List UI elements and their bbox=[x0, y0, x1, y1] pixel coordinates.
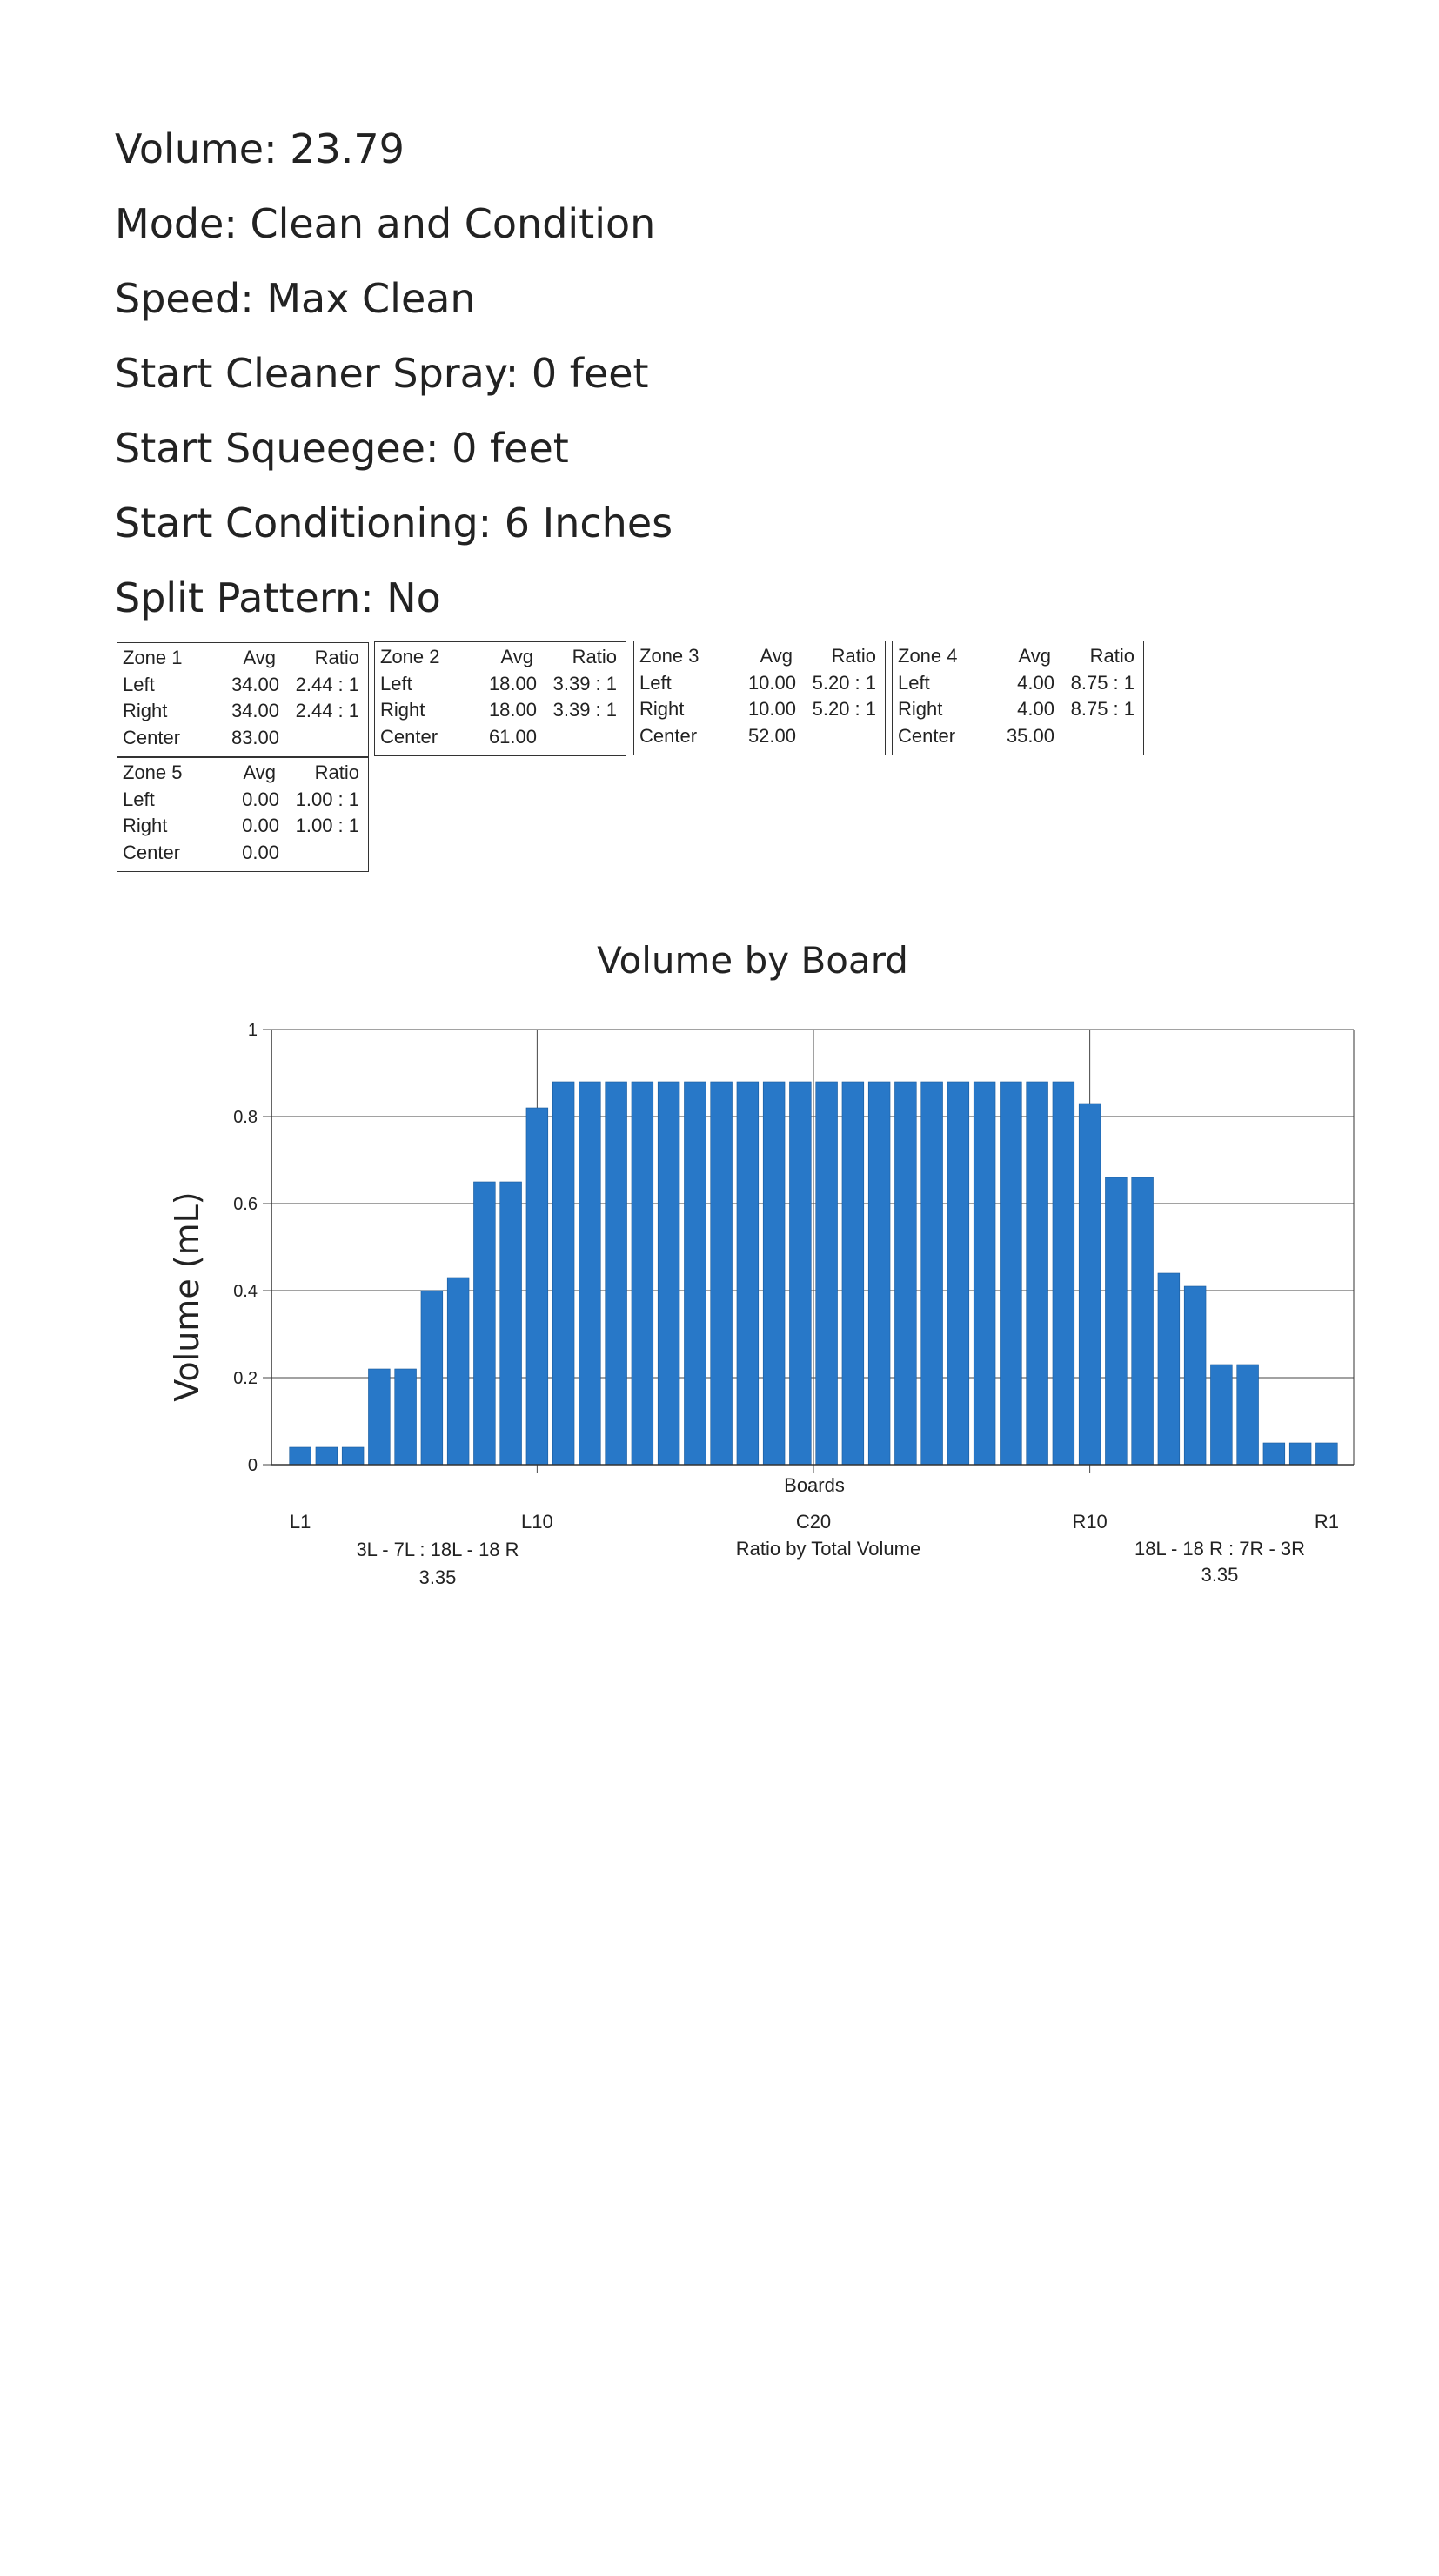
left-ratio-value: 3.35 bbox=[418, 1566, 457, 1588]
zone-cell: Left bbox=[639, 671, 672, 694]
right-ratio-label: 18L - 18 R : 7R - 3R bbox=[1134, 1538, 1306, 1560]
bar-R5 bbox=[1210, 1365, 1232, 1465]
zone-cell: 10.00 bbox=[747, 671, 796, 694]
bar-L16 bbox=[684, 1082, 706, 1465]
zone-row-right bbox=[123, 698, 366, 724]
bar-R2 bbox=[1289, 1443, 1311, 1465]
zone-row-right bbox=[898, 696, 1141, 722]
zone-cell: Right bbox=[123, 815, 168, 836]
bar-L13 bbox=[606, 1082, 627, 1465]
y-tick-label: 0.2 bbox=[233, 1369, 258, 1388]
start-conditioning-text: Start Conditioning: 6 Inches bbox=[115, 500, 673, 547]
bar-R15 bbox=[947, 1082, 969, 1465]
zone-cell: 18.00 bbox=[488, 699, 537, 721]
volume-text: Volume: 23.79 bbox=[115, 125, 405, 172]
zone-cell: 61.00 bbox=[488, 725, 537, 748]
bar-L20 bbox=[789, 1082, 811, 1465]
zone-cell: 8.75 : 1 bbox=[1070, 698, 1134, 720]
y-tick-label: 0.8 bbox=[233, 1108, 258, 1127]
zone-row-header bbox=[123, 760, 366, 786]
zone-cell: Center bbox=[639, 724, 698, 747]
zone-cell: 52.00 bbox=[747, 724, 796, 747]
x-tick-label-C20: C20 bbox=[795, 1511, 832, 1533]
bar-R8 bbox=[1132, 1177, 1154, 1465]
mode-text: Mode: Clean and Condition bbox=[115, 200, 656, 247]
zone-row-left bbox=[123, 672, 366, 698]
y-tick-label: 0.4 bbox=[233, 1282, 258, 1301]
bar-R6 bbox=[1184, 1286, 1206, 1465]
zone-cell: Right bbox=[639, 698, 685, 720]
y-tick-label: 0 bbox=[247, 1456, 258, 1475]
bar-R13 bbox=[1000, 1082, 1021, 1465]
bar-L8 bbox=[473, 1182, 495, 1465]
zone-cell: Center bbox=[380, 725, 438, 748]
x-tick-label-L10: L10 bbox=[521, 1511, 553, 1533]
bar-R12 bbox=[1027, 1082, 1048, 1465]
zone-cell: 0.00 bbox=[242, 841, 279, 863]
x-tick-label-R10: R10 bbox=[1072, 1511, 1108, 1533]
zone-cell: 1.00 : 1 bbox=[295, 788, 359, 810]
bar-R9 bbox=[1105, 1177, 1127, 1465]
zone-row-center bbox=[123, 725, 366, 751]
y-tick-label: 1 bbox=[247, 1021, 258, 1040]
zone-cell: Ratio bbox=[1089, 645, 1134, 667]
zone-cell: Avg bbox=[243, 761, 276, 783]
zone-cell: 3.39 : 1 bbox=[552, 699, 617, 721]
x-tick-label-R1: R1 bbox=[1314, 1511, 1339, 1533]
zone-cell: Ratio bbox=[314, 761, 359, 783]
x-tick-label-L1: L1 bbox=[289, 1511, 311, 1533]
zone-cell: Zone 5 bbox=[123, 761, 183, 783]
summary-block bbox=[115, 111, 673, 635]
zone-row-right bbox=[639, 696, 883, 722]
zone-table-4 bbox=[892, 641, 1144, 755]
bar-L19 bbox=[763, 1082, 785, 1465]
zone-row-left bbox=[639, 670, 883, 696]
bar-L15 bbox=[658, 1082, 679, 1465]
bar-R14 bbox=[974, 1082, 995, 1465]
zone-cell: Center bbox=[123, 841, 181, 863]
zone-cell: 4.00 bbox=[1017, 671, 1054, 694]
zone-cell: Zone 4 bbox=[898, 645, 958, 667]
bar-R16 bbox=[921, 1082, 943, 1465]
zone-cell: Center bbox=[898, 724, 956, 747]
y-tick-label: 0.6 bbox=[233, 1195, 258, 1214]
bar-R3 bbox=[1263, 1443, 1285, 1465]
zone-cell: 0.00 bbox=[242, 788, 279, 810]
bar-L14 bbox=[632, 1082, 653, 1465]
zone-cell: Ratio bbox=[314, 647, 359, 668]
zone-row-right bbox=[123, 813, 366, 839]
zone-cell: Left bbox=[123, 788, 155, 810]
left-ratio-label: 3L - 7L : 18L - 18 R bbox=[356, 1539, 519, 1560]
zone-row-center bbox=[123, 840, 366, 866]
zone-cell: Ratio bbox=[572, 646, 617, 667]
bar-R4 bbox=[1237, 1365, 1259, 1465]
bar-R1 bbox=[1315, 1443, 1337, 1465]
chart-title: Volume by Board bbox=[597, 939, 908, 982]
zone-cell: 35.00 bbox=[1006, 724, 1054, 747]
zone-cell: 10.00 bbox=[747, 698, 796, 720]
start-cleaner-spray-text: Start Cleaner Spray: 0 feet bbox=[115, 350, 649, 397]
zone-row-header bbox=[639, 643, 883, 669]
zone-cell: Right bbox=[123, 700, 168, 721]
bar-R18 bbox=[868, 1082, 890, 1465]
zone-table-2 bbox=[374, 641, 626, 756]
right-ratio-value: 3.35 bbox=[1201, 1564, 1239, 1586]
bar-L17 bbox=[711, 1082, 733, 1465]
bar-R10 bbox=[1079, 1104, 1101, 1465]
zone-cell: 2.44 : 1 bbox=[295, 700, 359, 721]
zone-cell: Avg bbox=[760, 645, 793, 667]
bar-L1 bbox=[290, 1447, 311, 1465]
bar-L11 bbox=[552, 1082, 574, 1465]
zone-cell: Avg bbox=[500, 646, 533, 667]
bar-R17 bbox=[894, 1082, 916, 1465]
bar-L5 bbox=[395, 1369, 417, 1465]
zone-cell: Avg bbox=[243, 647, 276, 668]
zone-cell: Right bbox=[380, 699, 425, 721]
bar-L12 bbox=[579, 1082, 600, 1465]
zone-cell: Left bbox=[898, 671, 930, 694]
zone-cell: 34.00 bbox=[231, 700, 279, 721]
speed-text: Speed: Max Clean bbox=[115, 275, 476, 322]
zone-cell: 0.00 bbox=[242, 815, 279, 836]
zone-row-left bbox=[380, 671, 624, 697]
bar-L6 bbox=[421, 1291, 443, 1465]
center-ratio-label: Ratio by Total Volume bbox=[735, 1538, 921, 1560]
zone-cell: 5.20 : 1 bbox=[812, 671, 876, 694]
zone-row-right bbox=[380, 697, 624, 723]
zone-row-left bbox=[898, 670, 1141, 696]
zone-cell: 5.20 : 1 bbox=[812, 698, 876, 720]
zone-row-center bbox=[898, 723, 1141, 749]
start-squeegee-text: Start Squeegee: 0 feet bbox=[115, 425, 569, 472]
volume-by-board-chart bbox=[0, 922, 1439, 2576]
x-tick-labels bbox=[290, 1511, 1339, 1533]
bar-R11 bbox=[1053, 1082, 1074, 1465]
zone-cell: 83.00 bbox=[231, 726, 279, 748]
bar-L3 bbox=[342, 1447, 364, 1465]
zone-table-1 bbox=[117, 642, 369, 757]
zone-row-left bbox=[123, 787, 366, 813]
bar-L7 bbox=[447, 1278, 469, 1465]
zone-cell: 2.44 : 1 bbox=[295, 673, 359, 695]
split-pattern-text: Split Pattern: No bbox=[115, 574, 441, 621]
zone-cell: Avg bbox=[1018, 645, 1051, 667]
bar-L9 bbox=[500, 1182, 522, 1465]
zone-cell: Left bbox=[123, 673, 155, 695]
zone-cell: 1.00 : 1 bbox=[295, 815, 359, 836]
zone-cell: 18.00 bbox=[488, 672, 537, 694]
zone-cell: 3.39 : 1 bbox=[552, 672, 617, 694]
zone-row-header bbox=[123, 645, 366, 671]
zone-cell: Zone 3 bbox=[639, 645, 699, 667]
zone-cell: 34.00 bbox=[231, 673, 279, 695]
zone-table-3 bbox=[633, 641, 886, 755]
zone-row-header bbox=[380, 644, 624, 670]
zone-cell: Center bbox=[123, 726, 181, 748]
bar-R7 bbox=[1158, 1273, 1180, 1465]
bar-L2 bbox=[316, 1447, 338, 1465]
zone-cell: Ratio bbox=[831, 645, 876, 667]
zone-row-center bbox=[639, 723, 883, 749]
zone-row-header bbox=[898, 643, 1141, 669]
bar-L10 bbox=[526, 1108, 548, 1465]
zone-cell: 4.00 bbox=[1017, 698, 1054, 720]
bar-L18 bbox=[737, 1082, 759, 1465]
zone-cell: Zone 1 bbox=[123, 647, 183, 668]
bar-R19 bbox=[842, 1082, 864, 1465]
bar-C20 bbox=[816, 1082, 838, 1465]
bar-L4 bbox=[368, 1369, 390, 1465]
y-axis-label: Volume (mL) bbox=[168, 1191, 206, 1402]
zone-cell: Left bbox=[380, 672, 412, 694]
zone-cell: Zone 2 bbox=[380, 646, 440, 667]
zone-row-center bbox=[380, 724, 624, 750]
zone-cell: 8.75 : 1 bbox=[1070, 671, 1134, 694]
zone-cell: Right bbox=[898, 698, 943, 720]
zone-table-5 bbox=[117, 757, 369, 872]
x-axis-label: Boards bbox=[784, 1474, 845, 1496]
